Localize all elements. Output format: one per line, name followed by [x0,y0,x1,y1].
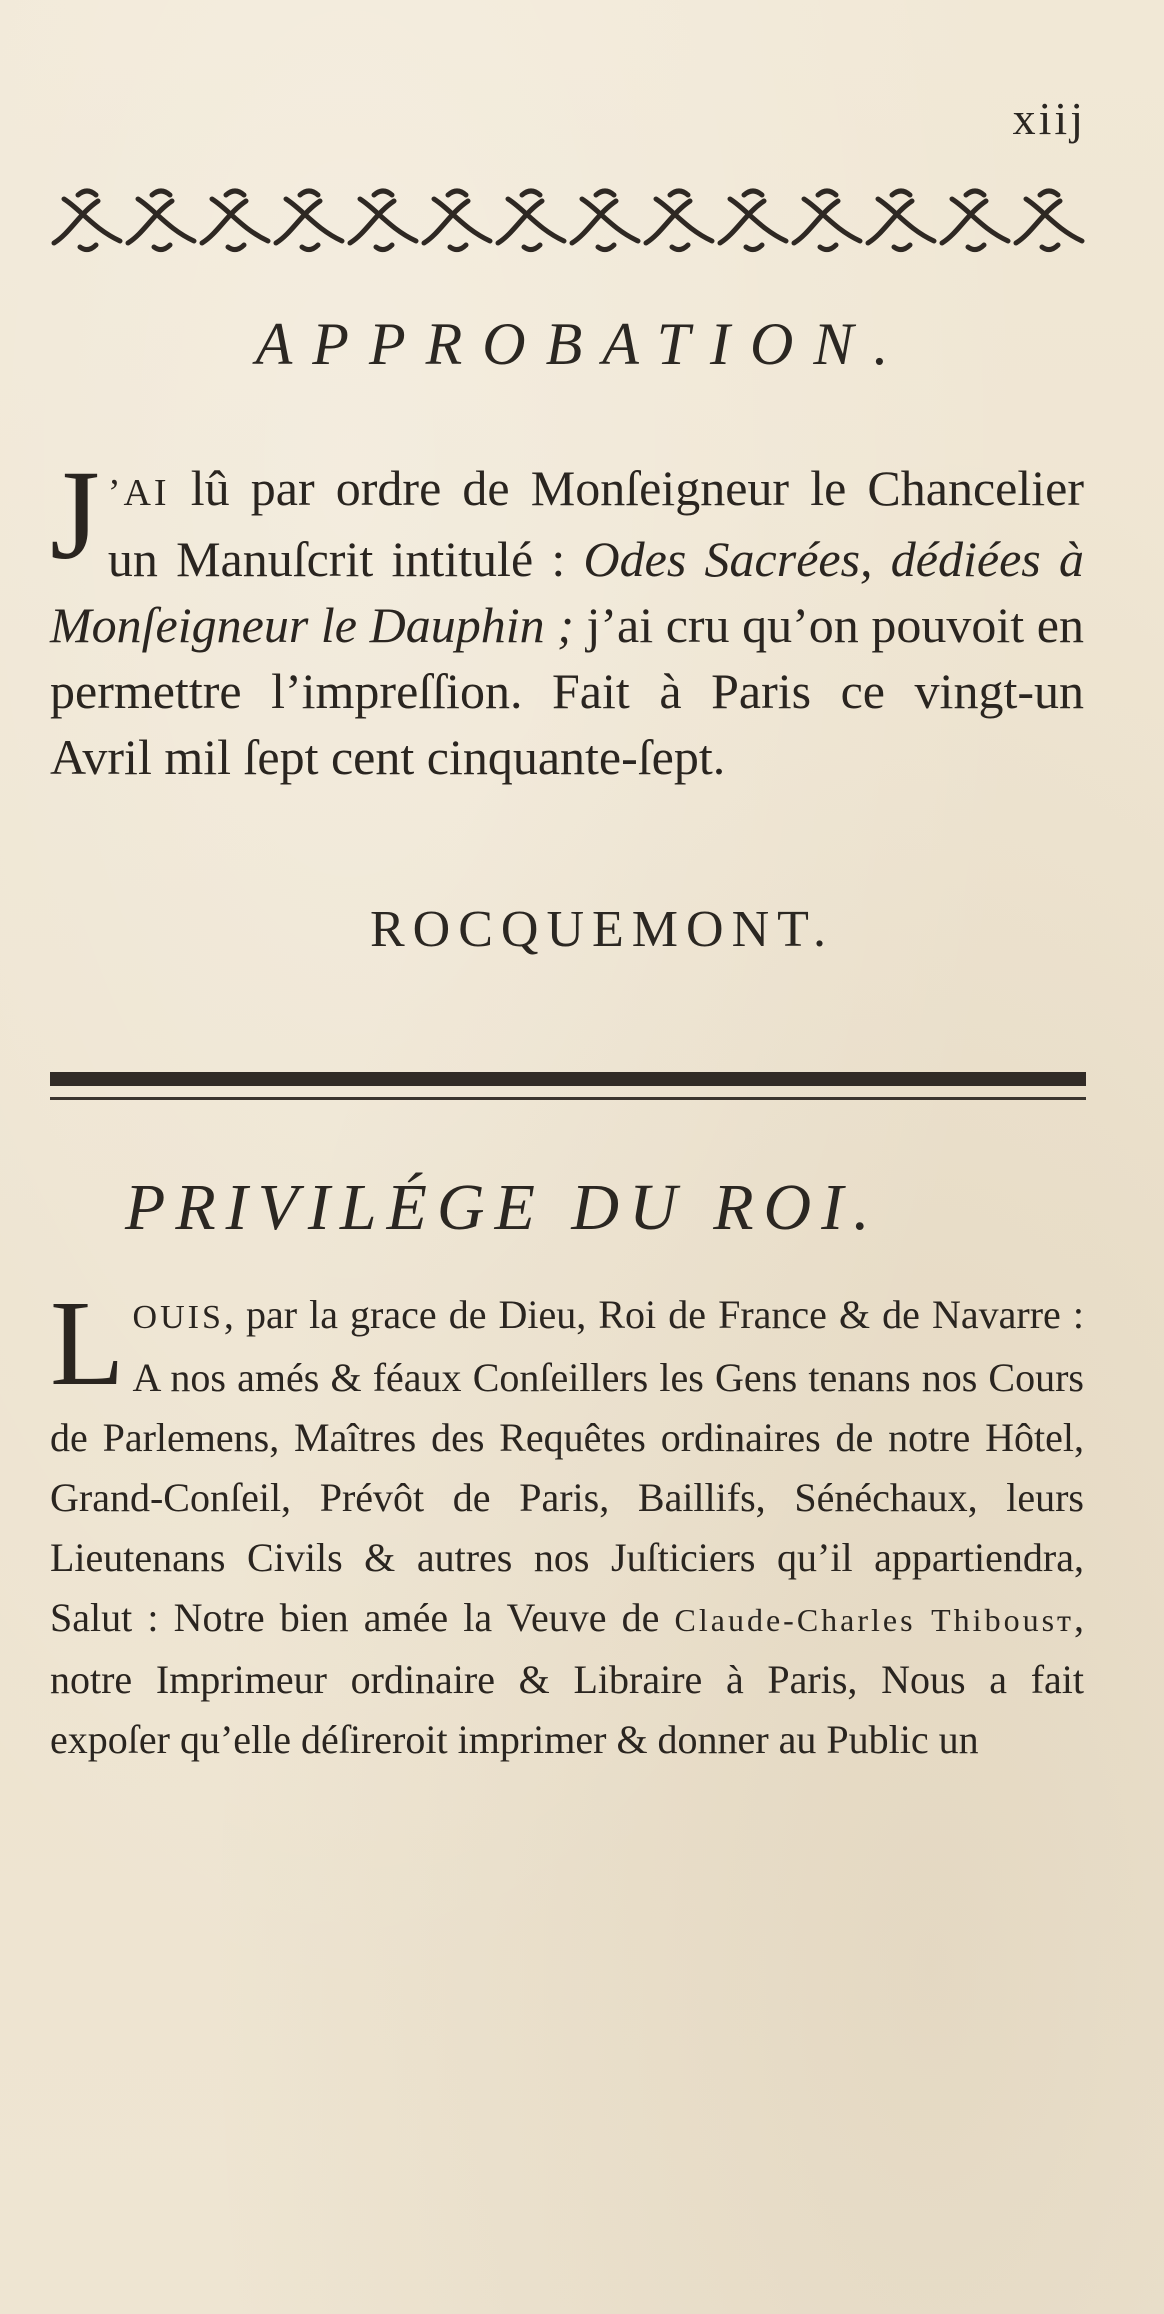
ornament-motif [276,191,342,250]
ornament-motif [646,191,712,250]
page-number: xiij [1012,93,1086,144]
ornament-motif [572,191,638,250]
approbation-signature: ROCQUEMONT. [370,901,835,958]
section-divider-thin [50,1097,1086,1100]
approbation-title: APPROBATION. [255,311,909,377]
privilege-lead: OUIS [132,1299,224,1336]
approbation-text [50,444,1084,790]
ornament-motif [424,191,490,250]
privilege-text-1: , par la grace de Dieu, Roi de France & de Navarre : A nos amés & féaux Conſeillers les Gens tenans nos Cours de Parlemens, Maîtres des Requêtes ordinaires de notre Hôtel, Grand-Conſeil, Prévôt de Paris, Baillifs, Sénéchaux, leurs Lieutenans Civils & autres nos Juſticiers qu’il appartiendra, Salut : Notre bien amée la Veuve de [50,1292,1084,1640]
privilege-text [50,1276,1085,1770]
ornament-motif [128,191,194,250]
approbation-text-2: j’ai cru qu’on pouvoit en permettre l’impreſſion. Fait à Paris ce vingt-un Avril mil ſept cent cinquante-ſept. [50,597,1084,785]
privilege-text-2: , notre Imprimeur ordinaire & Libraire à Paris, Nous a fait expoſer qu’elle déſireroit imprimer & donner au Public un [50,1595,1085,1762]
approbation-dropcap: J [50,444,100,586]
approbation-text-1: lû par ordre de Monſeigneur le Chancelier un Manuſcrit intitulé : [107,460,1084,587]
privilege-dropcap: L [50,1276,125,1411]
privilege-printer-name: Claude-Charles Thibousт [674,1602,1075,1638]
ornament-motif [794,191,860,250]
ornament-band-icon [50,185,1086,255]
section-divider-thick [50,1072,1086,1086]
approbation-work-title: Odes Sacrées, dédiées à Monſeigneur le Dauphin ; [50,531,1084,653]
ornament-motif [350,191,416,250]
approbation-lead: ’AI [107,472,170,514]
ornament-motif [720,191,786,250]
ornament-motif [54,191,120,250]
ornament-motif [942,191,1008,250]
ornament-motif [868,191,934,250]
ornament-motif [1016,191,1082,250]
ornament-motif [202,191,268,250]
privilege-title: PRIVILÉGE DU ROI. [125,1171,880,1244]
ornament-motif [498,191,564,250]
